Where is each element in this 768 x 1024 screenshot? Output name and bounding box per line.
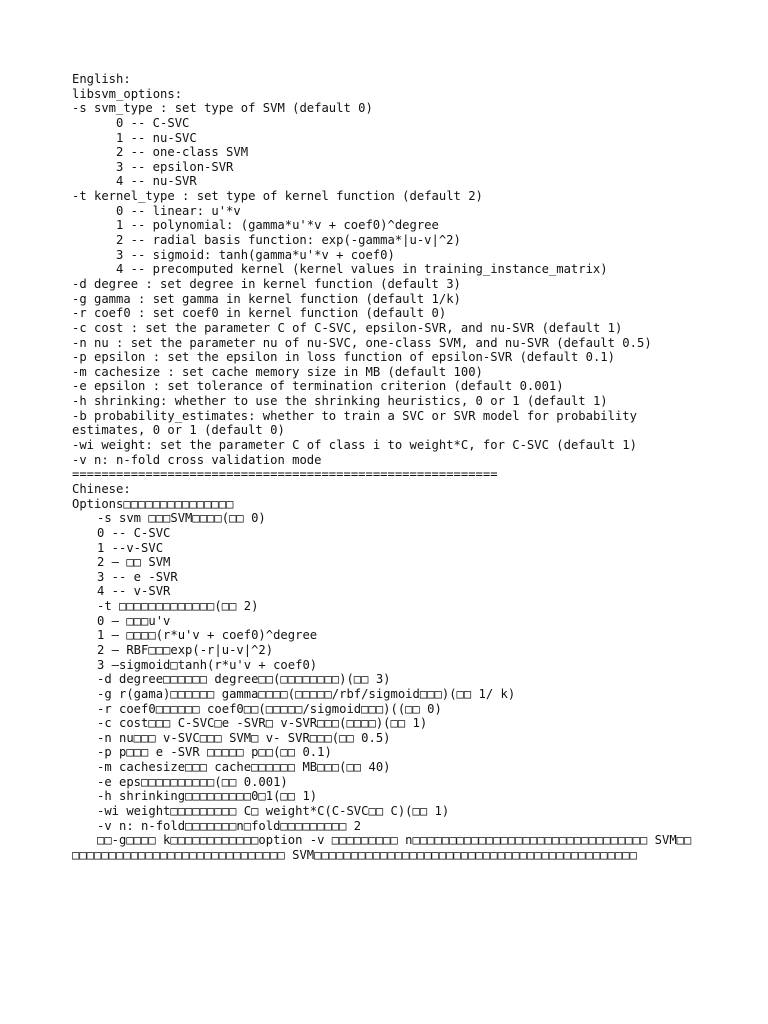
- english-option-line: -r coef0 : set coef0 in kernel function (default 0): [72, 306, 447, 321]
- chinese-option-line: -g r(gama)□□□□□□ gamma□□□□(□□□□□/rbf/sigmoid□□□)(□□ 1/ k): [97, 686, 516, 701]
- english-option-line: -p epsilon : set the epsilon in loss function of epsilon-SVR (default 0.1): [72, 350, 615, 365]
- english-option-line: 4 -- precomputed kernel (kernel values in training_instance_matrix): [116, 262, 608, 277]
- chinese-option-line: 4 -- v-SVR: [97, 584, 171, 599]
- english-option-line: 2 -- radial basis function: exp(-gamma*|u-v|^2): [116, 233, 461, 248]
- english-option-line: -t kernel_type : set type of kernel function (default 2): [72, 189, 483, 204]
- chinese-option-line: -e eps□□□□□□□□□□(□□ 0.001): [97, 774, 288, 789]
- english-option-line: -g gamma : set gamma in kernel function (default 1/k): [72, 291, 461, 306]
- chinese-option-line: 2 – □□ SVM: [97, 555, 171, 570]
- english-subheading: libsvm_options:: [72, 86, 183, 101]
- chinese-option-line: -n nu□□□ v-SVC□□□ SVM□ v- SVR□□□(□□ 0.5): [97, 730, 391, 745]
- chinese-heading: Chinese:: [72, 481, 131, 496]
- chinese-option-line: -d degree□□□□□□ degree□□(□□□□□□□□)(□□ 3): [97, 672, 391, 687]
- english-option-line: 1 -- polynomial: (gamma*u'*v + coef0)^degree: [116, 218, 439, 233]
- chinese-option-line: 3 -- e -SVR: [97, 569, 178, 584]
- separator-line: ==========================================================: [72, 467, 498, 482]
- english-option-line: estimates, 0 or 1 (default 0): [72, 423, 285, 438]
- english-option-line: -h shrinking: whether to use the shrinking heuristics, 0 or 1 (default 1): [72, 394, 608, 409]
- chinese-option-line: 2 – RBF□□□exp(-r|u-v|^2): [97, 642, 274, 657]
- chinese-option-line: 1 --v-SVC: [97, 540, 164, 555]
- chinese-options-list: [72, 511, 712, 862]
- chinese-subheading: Options□□□□□□□□□□□□□□□: [72, 496, 234, 511]
- document-body: [72, 72, 712, 863]
- chinese-option-line: 0 – □□□u'v: [97, 613, 171, 628]
- chinese-option-line: -s svm □□□SVM□□□□(□□ 0): [97, 511, 266, 526]
- english-option-line: 0 -- C-SVC: [116, 115, 190, 130]
- chinese-option-line: -p p□□□ e -SVR □□□□□ p□□(□□ 0.1): [97, 745, 332, 760]
- english-option-line: 1 -- nu-SVC: [116, 130, 197, 145]
- chinese-option-line: -m cachesize□□□ cache□□□□□□ MB□□□(□□ 40): [97, 760, 391, 775]
- english-option-line: -m cachesize : set cache memory size in MB (default 100): [72, 364, 483, 379]
- english-option-line: 3 -- epsilon-SVR: [116, 159, 234, 174]
- english-options-list: [72, 101, 712, 467]
- chinese-option-line: 0 -- C-SVC: [97, 525, 171, 540]
- english-option-line: 4 -- nu-SVR: [116, 174, 197, 189]
- chinese-option-line: -r coef0□□□□□□ coef0□□(□□□□□/sigmoid□□□)((□□ 0): [97, 701, 442, 716]
- chinese-option-line: 1 – □□□□(r*u'v + coef0)^degree: [97, 628, 318, 643]
- chinese-option-line: 3 –sigmoid□tanh(r*u'v + coef0): [97, 657, 318, 672]
- chinese-option-line: -t □□□□□□□□□□□□□(□□ 2): [97, 599, 259, 614]
- english-option-line: -n nu : set the parameter nu of nu-SVC, one-class SVM, and nu-SVR (default 0.5): [72, 335, 652, 350]
- english-option-line: -s svm_type : set type of SVM (default 0): [72, 101, 373, 116]
- english-option-line: -c cost : set the parameter C of C-SVC, epsilon-SVR, and nu-SVR (default 1): [72, 320, 623, 335]
- english-option-line: -d degree : set degree in kernel function (default 3): [72, 276, 461, 291]
- chinese-option-line: □□□□□□□□□□□□□□□□□□□□□□□□□□□□□ SVM□□□□□□□□□□□□□□□□□□□□□□□□□□□□□□□□□□□□□□□□□□□□: [72, 847, 637, 862]
- chinese-option-line: □□-g□□□□ k□□□□□□□□□□□□option -v □□□□□□□□□ n□□□□□□□□□□□□□□□□□□□□□□□□□□□□□□□□ SVM□□: [97, 833, 692, 848]
- english-option-line: -v n: n-fold cross validation mode: [72, 452, 322, 467]
- english-option-line: 2 -- one-class SVM: [116, 145, 249, 160]
- chinese-option-line: -c cost□□□ C-SVC□e -SVR□ v-SVR□□□(□□□□)(□□ 1): [97, 716, 428, 731]
- chinese-option-line: -wi weight□□□□□□□□□ C□ weight*C(C-SVC□□ C)(□□ 1): [97, 804, 450, 819]
- english-option-line: -wi weight: set the parameter C of class i to weight*C, for C-SVC (default 1): [72, 438, 637, 453]
- english-option-line: 0 -- linear: u'*v: [116, 203, 241, 218]
- english-option-line: -b probability_estimates: whether to train a SVC or SVR model for probability: [72, 408, 637, 423]
- chinese-option-line: -h shrinking□□□□□□□□□0□1(□□ 1): [97, 789, 318, 804]
- english-option-line: 3 -- sigmoid: tanh(gamma*u'*v + coef0): [116, 247, 395, 262]
- chinese-option-line: -v n: n-fold□□□□□□□n□fold□□□□□□□□□ 2: [97, 818, 362, 833]
- english-option-line: -e epsilon : set tolerance of termination criterion (default 0.001): [72, 379, 564, 394]
- english-heading: English:: [72, 72, 131, 86]
